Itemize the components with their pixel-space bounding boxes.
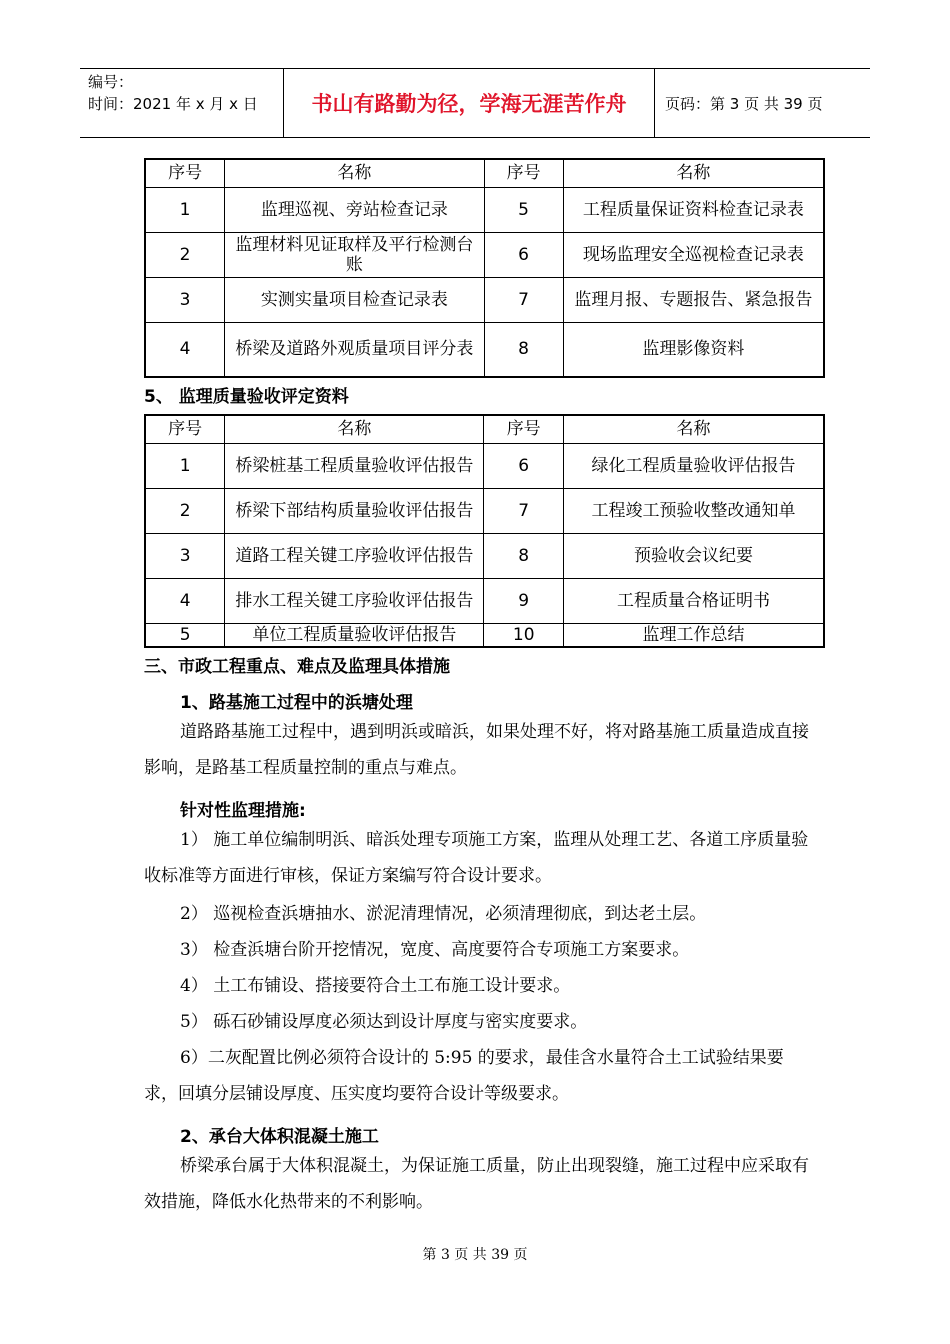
table-header-row xyxy=(145,159,824,187)
cell-index: 2 xyxy=(145,488,225,533)
measure-item: 2） 巡视检查浜塘抽水、淤泥清理情况，必须清理彻底，到达老土层。 xyxy=(180,904,707,924)
cell-index: 6 xyxy=(484,443,564,488)
cell-name: 现场监理安全巡视检查记录表 xyxy=(563,232,824,277)
cell-index: 5 xyxy=(145,623,225,647)
measure-item: 6）二灰配置比例必须符合设计的 5:95 的要求，最佳含水量符合土工试验结果要求，回填分层铺设厚度、压实度均要符合设计等级要求。 xyxy=(144,1048,784,1104)
header-meta xyxy=(80,69,284,137)
col-header-index: 序号 xyxy=(484,415,564,443)
cell-name: 工程竣工预验收整改通知单 xyxy=(564,488,824,533)
table-row xyxy=(145,443,824,488)
table-row xyxy=(145,488,824,533)
cell-name: 监理材料见证取样及平行检测台账 xyxy=(225,232,484,277)
measure-item: 4） 土工布铺设、搭接要符合土工布施工设计要求。 xyxy=(180,976,571,996)
measure-item: 5） 砾石砂铺设厚度必须达到设计厚度与密实度要求。 xyxy=(180,1012,588,1032)
cell-name: 监理影像资料 xyxy=(563,322,824,377)
cell-name: 桥梁及道路外观质量项目评分表 xyxy=(225,322,484,377)
cell-name: 工程质量合格证明书 xyxy=(564,578,824,623)
col-header-name: 名称 xyxy=(563,159,824,187)
col-header-index: 序号 xyxy=(145,159,225,187)
section-3-title: 三、市政工程重点、难点及监理具体措施 xyxy=(144,657,450,677)
cell-name: 工程质量保证资料检查记录表 xyxy=(563,187,824,232)
cell-name: 排水工程关键工序验收评估报告 xyxy=(225,578,484,623)
cell-index: 1 xyxy=(145,187,225,232)
cell-name: 监理巡视、旁站检查记录 xyxy=(225,187,484,232)
cell-index: 1 xyxy=(145,443,225,488)
col-header-index: 序号 xyxy=(484,159,563,187)
subsection-1-paragraph: 道路路基施工过程中，遇到明浜或暗浜，如果处理不好，将对路基施工质量造成直接影响，是路基工程质量控制的重点与难点。 xyxy=(144,722,809,778)
cell-name: 绿化工程质量验收评估报告 xyxy=(564,443,824,488)
cell-name: 实测实量项目检查记录表 xyxy=(225,277,484,322)
cell-index: 5 xyxy=(484,187,563,232)
cell-index: 7 xyxy=(484,277,563,322)
section-5-title: 5、 监理质量验收评定资料 xyxy=(144,387,349,407)
measures-title: 针对性监理措施: xyxy=(180,801,306,821)
page-header xyxy=(80,68,870,138)
cell-name: 监理工作总结 xyxy=(564,623,824,647)
cell-name: 单位工程质量验收评估报告 xyxy=(225,623,484,647)
col-header-name: 名称 xyxy=(225,415,484,443)
measure-item: 1） 施工单位编制明浜、暗浜处理专项施工方案，监理从处理工艺、各道工序质量验收标准等方面进行审核，保证方案编写符合设计要求。 xyxy=(144,830,809,886)
table-row xyxy=(145,187,824,232)
cell-index: 6 xyxy=(484,232,563,277)
cell-index: 7 xyxy=(484,488,564,533)
cell-index: 4 xyxy=(145,578,225,623)
cell-index: 8 xyxy=(484,533,564,578)
header-time: 时间：2021 年 x 月 x 日 xyxy=(88,95,258,113)
col-header-index: 序号 xyxy=(145,415,225,443)
subsection-2-paragraph: 桥梁承台属于大体积混凝土，为保证施工质量，防止出现裂缝，施工过程中应采取有效措施，降低水化热带来的不利影响。 xyxy=(144,1156,809,1212)
cell-index: 3 xyxy=(145,277,225,322)
table-row xyxy=(145,533,824,578)
table-row xyxy=(145,578,824,623)
cell-index: 2 xyxy=(145,232,225,277)
table-supervision-records xyxy=(144,158,825,378)
subsection-1-title: 1、路基施工过程中的浜塘处理 xyxy=(180,693,413,713)
table-header-row xyxy=(145,415,824,443)
table-row xyxy=(145,277,824,322)
col-header-name: 名称 xyxy=(225,159,484,187)
cell-index: 8 xyxy=(484,322,563,377)
col-header-name: 名称 xyxy=(564,415,824,443)
subsection-2-title: 2、承台大体积混凝土施工 xyxy=(180,1127,379,1147)
cell-name: 桥梁桩基工程质量验收评估报告 xyxy=(225,443,484,488)
cell-name: 预验收会议纪要 xyxy=(564,533,824,578)
cell-index: 4 xyxy=(145,322,225,377)
cell-name: 监理月报、专题报告、紧急报告 xyxy=(563,277,824,322)
table-quality-acceptance xyxy=(144,414,825,648)
cell-index: 3 xyxy=(145,533,225,578)
measure-item: 3） 检查浜塘台阶开挖情况，宽度、高度要符合专项施工方案要求。 xyxy=(180,940,690,960)
cell-index: 10 xyxy=(484,623,564,647)
cell-index: 9 xyxy=(484,578,564,623)
header-page-info: 页码：第 3 页 共 39 页 xyxy=(665,94,823,113)
cell-name: 道路工程关键工序验收评估报告 xyxy=(225,533,484,578)
header-number: 编号： xyxy=(88,73,134,91)
table-row xyxy=(145,623,824,647)
cell-name: 桥梁下部结构质量验收评估报告 xyxy=(225,488,484,533)
table-row xyxy=(145,322,824,377)
table-row xyxy=(145,232,824,277)
header-motto: 书山有路勤为径，学海无涯苦作舟 xyxy=(284,69,655,137)
page-footer: 第 3 页 共 39 页 xyxy=(422,1247,528,1263)
